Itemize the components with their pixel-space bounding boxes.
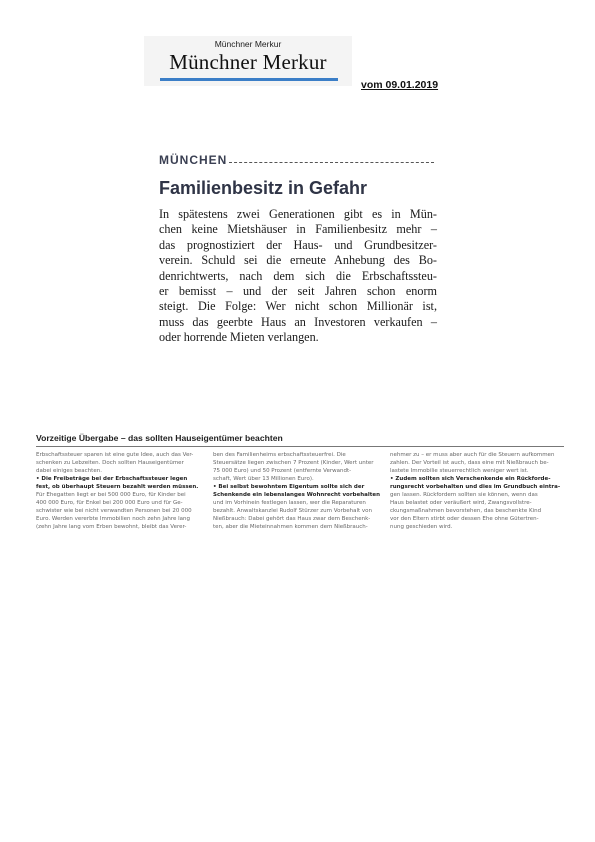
article-lead xyxy=(159,207,437,346)
infobox-line: nung geschieden wird. xyxy=(390,524,453,530)
masthead-name: Münchner Merkur xyxy=(169,50,327,74)
lead-line: In spätestens zwei Generationen gibt es in Mün- xyxy=(159,207,437,221)
lead-line: verein. Schuld sei die erneute Anhebung des Bo- xyxy=(159,253,437,268)
article-headline: Familienbesitz in Gefahr xyxy=(159,178,368,198)
infobox-title: Vorzeitige Übergabe – das sollten Hauseigentümer beachten xyxy=(36,433,283,443)
infobox-line: und im Vorhinein festlegen lassen, wer die Reparaturen xyxy=(213,500,366,506)
infobox-line: • Die Freibeträge bei der Erbschaftssteuer legen xyxy=(36,476,188,482)
infobox-line: schenken zu Lebzeiten. Doch sollten Hauseigentümer xyxy=(36,460,184,466)
infobox-line: 400 000 Euro, für Enkel bei 200 000 Euro und für Ge- xyxy=(36,500,183,506)
infobox-line: lastete Immobilie steuerrechtlich weniger wert ist. xyxy=(390,468,529,474)
lead-line: chen keine Mietshäuser in Familienbesitz mehr – xyxy=(159,222,437,237)
infobox-line: Euro. Werden vererbte Immobilien noch zehn Jahre lang xyxy=(36,516,190,522)
lead-line: oder horrende Mieten verlangen. xyxy=(159,330,319,345)
infobox-line: Schenkende ein lebenslanges Wohnrecht vorbehalten xyxy=(213,492,380,498)
masthead-rule xyxy=(160,78,338,81)
infobox-line: • Zudem sollten sich Verschenkende ein Rückforde- xyxy=(390,476,551,482)
infobox-column-2 xyxy=(213,451,385,531)
infobox-line: vor den Eltern stirbt oder dessen Ehe ohne Gütertren- xyxy=(390,516,539,522)
masthead-small-name: Münchner Merkur xyxy=(214,39,282,49)
section-header xyxy=(159,152,434,168)
lead-line: denrichtwerts, nach dem sich die Erbschaftssteu- xyxy=(159,268,437,283)
lead-line: er bemisst – und der seit Jahren schon enorm xyxy=(159,284,437,299)
infobox-line: schwister wie bei nicht verwandten Personen bei 20 000 xyxy=(36,508,192,514)
infobox-line: zahlen. Der Vorteil ist auch, dass eine mit Nießbrauch be- xyxy=(390,460,549,466)
infobox-line: Für Ehegatten liegt er bei 500 000 Euro, für Kinder bei xyxy=(36,492,186,498)
infobox-line: gen lassen. Rückfordern sollten sie können, wenn das xyxy=(390,492,538,498)
section-divider xyxy=(229,162,434,163)
infobox-line: • Bei selbst bewohntem Eigentum sollte sich der xyxy=(213,484,365,490)
infobox-line: bezahlt. Anwaltskanzlei Rudolf Stürzer zum Vorbehalt von xyxy=(213,508,373,514)
infobox-line: Nießbrauch: Dabei gehört das Haus zwar dem Beschenk- xyxy=(213,516,371,522)
infobox-line: schaft, Wert über 13 Millionen Euro). xyxy=(213,476,314,482)
infobox-column-3 xyxy=(390,451,562,531)
infobox-line: fest, ob überhaupt Steuern bezahlt werden müssen. xyxy=(36,484,199,490)
infobox-line: ckungsmaßnahmen bevorstehen, das beschenkte Kind xyxy=(390,508,542,514)
infobox-line: (zehn Jahre lang vom Erben bewohnt, bleibt das Verer- xyxy=(36,524,187,530)
infobox-line: dabei einiges beachten. xyxy=(36,468,102,474)
infobox-line: Steuersätze liegen zwischen 7 Prozent (Kinder, Wert unter xyxy=(213,460,374,466)
infobox-line: rungsrecht vorbehalten und dies im Grundbuch eintra- xyxy=(390,484,561,490)
infobox-line: nehmer zu – er muss aber auch für die Steuern aufkommen xyxy=(390,452,555,458)
section-label: MÜNCHEN xyxy=(159,153,228,167)
infobox-line: Haus belastet oder veräußert wird, Zwangsvollstre- xyxy=(390,500,532,506)
infobox-line: Erbschaftssteuer sparen ist eine gute Idee, auch das Ver- xyxy=(36,452,194,458)
infobox-column-1 xyxy=(36,451,208,531)
lead-line: muss das geerbte Haus an Investoren verkaufen – xyxy=(159,314,437,329)
lead-line: steigt. Die Folge: Wer nicht schon Millionär ist, xyxy=(159,299,437,314)
lead-line: das prognostiziert der Haus- und Grundbesitzer- xyxy=(159,237,437,252)
infobox-line: ten, aber die Mieteinnahmen kommen dem Nießbrauch- xyxy=(213,524,368,530)
infobox-rule xyxy=(36,446,564,447)
masthead-logo xyxy=(144,36,352,86)
infobox-line: ben des Familienheims erbschaftssteuerfrei. Die xyxy=(213,452,346,458)
infobox-line: 75 000 Euro) und 50 Prozent (entfernte Verwandt- xyxy=(213,468,352,474)
publication-date: vom 09.01.2019 xyxy=(361,79,439,91)
